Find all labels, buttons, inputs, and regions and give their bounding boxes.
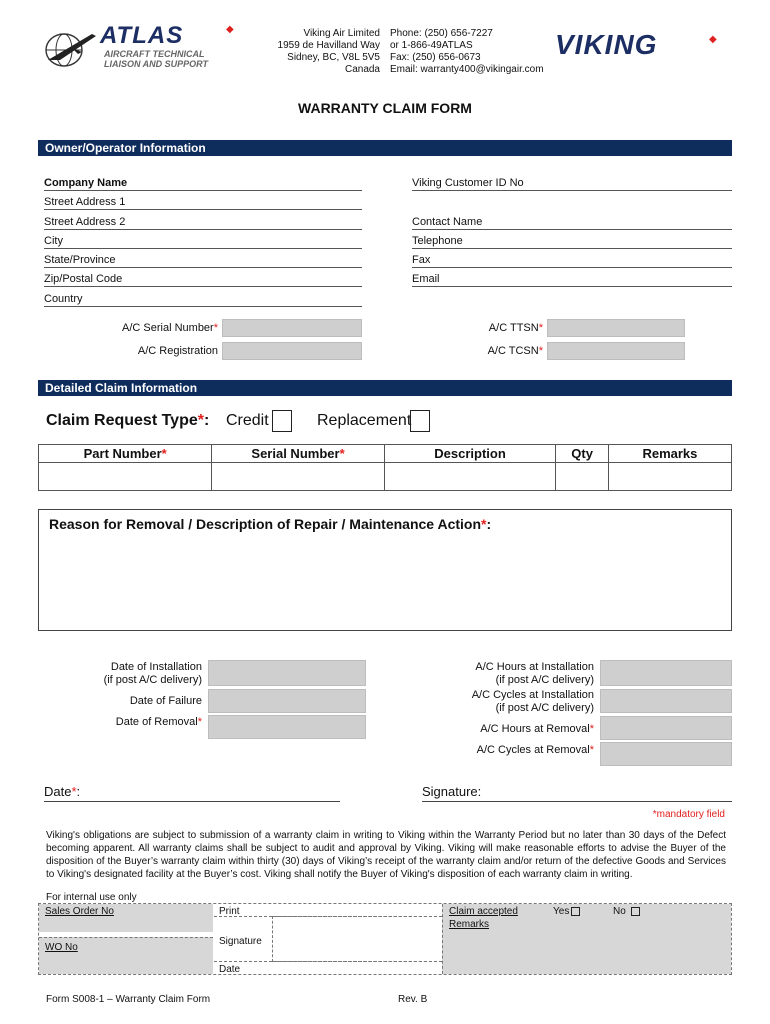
country-field[interactable] [44,291,362,307]
print-sign-input[interactable] [272,916,442,962]
sales-order-label: Sales Order No [45,906,114,917]
cycles-removal-label: A/C Cycles at Removal* [476,744,594,756]
signature-field[interactable] [422,784,732,802]
wo-label: WO No [45,942,78,953]
date-label: Date [44,784,72,799]
telephone-field[interactable] [412,233,732,249]
legal-text: Viking's obligations are subject to submission of a warranty claim in writing to Viking within the Warranty Period but no later than 30 days of the Defect becoming apparent. All warranty claims shall be subject to audit and approval by Viking. Viking will make reasonable efforts to advise the Buyer of the disposition of the Buyer’s warranty claim within thirty (30) days of Viking’s receipt of the warranty claim and/or return of the defective Goods and Services to Viking's designated facility at the Buyer’s cost. Viking shall notify the Buyer of Viking's disposition of each warranty claim in writing. [46,830,726,880]
globe-plane-icon [42,26,102,72]
customer-id-field[interactable] [412,175,732,191]
hours-removal-input[interactable] [600,716,732,740]
failure-date-input[interactable] [208,689,366,713]
atlas-sub1: AIRCRAFT TECHNICAL [104,49,205,59]
contact-name-label: Contact Name [412,216,483,228]
registration-label: A/C Registration [137,345,218,357]
address-line: Sidney, BC, V8L 5V5 [287,52,380,63]
claim-accepted-cell[interactable] [442,904,731,974]
sales-order-cell[interactable] [39,904,213,932]
remarks-label: Remarks [449,919,490,930]
claim-request-type: Claim Request Type*: [46,412,210,429]
email-field[interactable] [412,271,732,287]
atlas-sub2: LIAISON AND SUPPORT [104,59,209,69]
contact-line: Email: warranty400@vikingair.com [390,64,544,75]
registration-input[interactable] [222,342,362,360]
tcsn-input[interactable] [547,342,685,360]
owner-section-heading: Owner/Operator Information [38,140,732,156]
atlas-logo: ATLAS ◆ AIRCRAFT TECHNICAL LIAISON AND SUPPORT [42,24,237,74]
contact-line: or 1-866-49ATLAS [390,40,473,51]
form-title: WARRANTY CLAIM FORM [298,100,472,116]
country-label: Country [44,293,83,305]
serial-label: A/C Serial Number* [122,322,218,334]
address-line: 1959 de Havilland Way [277,40,380,51]
reason-label: Reason for Removal / Description of Repair / Maintenance Action*: [49,516,492,532]
viking-logo: VIKING ◆ [555,29,717,60]
address-line: Viking Air Limited [303,28,380,39]
zip-label: Zip/Postal Code [44,273,123,285]
street1-label: Street Address 1 [44,196,126,208]
street2-field[interactable] [44,214,362,230]
internal-heading: For internal use only [46,892,137,903]
date-signature-field[interactable]: Date*: [44,784,340,802]
city-label: City [44,235,63,247]
ttsn-label: A/C TTSN* [488,322,543,334]
form-number: Form S008-1 – Warranty Claim Form [46,994,211,1005]
internal-use-table [38,903,732,975]
part-number-cell[interactable] [39,463,212,491]
cycles-removal-input[interactable] [600,742,732,766]
contact-line: Fax: (250) 656-0673 [390,52,481,63]
removal-date-input[interactable] [208,715,366,739]
serial-number-header: Serial Number* [212,445,384,463]
email-label: Email [412,273,440,285]
signature-label-internal: Signature [219,936,262,947]
claim-section-heading: Detailed Claim Information [38,380,732,396]
date-label-internal: Date [219,964,241,975]
telephone-label: Telephone [412,235,463,247]
street1-field[interactable] [44,194,362,210]
serial-input[interactable] [222,319,362,337]
state-field[interactable] [44,252,362,268]
serial-number-cell[interactable] [212,463,384,491]
install-date-input[interactable] [208,660,366,686]
customer-id-label: Viking Customer ID No [412,177,524,189]
city-field[interactable] [44,233,362,249]
remarks-header: Remarks [608,445,731,463]
signature-label: Signature: [422,784,482,799]
replacement-label: Replacement [317,412,412,429]
hours-install-label: A/C Hours at Installation (if post A/C delivery) [475,661,594,686]
address-line: Canada [344,64,380,75]
company-contact [390,28,560,76]
contact-line: Phone: (250) 656-7227 [390,28,493,39]
qty-cell[interactable] [556,463,609,491]
hours-install-input[interactable] [600,660,732,686]
replacement-checkbox[interactable] [410,410,430,432]
no-checkbox[interactable] [631,907,640,916]
revision: Rev. B [398,994,428,1005]
yes-option: Yes [553,906,580,917]
tcsn-label: A/C TCSN* [487,345,543,357]
viking-brand: VIKING [555,29,658,60]
yes-checkbox[interactable] [571,907,580,916]
replacement-option [317,410,411,432]
description-cell[interactable] [384,463,556,491]
install-date-label: Date of Installation (if post A/C delivery) [103,661,202,686]
print-label: Print [219,906,240,917]
hours-removal-label: A/C Hours at Removal* [480,723,594,735]
zip-field[interactable] [44,271,362,287]
removal-date-label: Date of Removal* [115,716,202,728]
cycles-install-input[interactable] [600,689,732,713]
mandatory-note: *mandatory field [652,809,725,820]
no-option: No [613,906,640,917]
wo-cell[interactable] [39,937,213,974]
credit-label: Credit [226,412,269,429]
credit-checkbox[interactable] [272,410,292,432]
fax-label: Fax [412,254,431,266]
company-address [256,28,380,76]
fax-field[interactable] [412,252,732,268]
part-number-header: Part Number* [39,445,212,463]
description-header: Description [384,445,556,463]
company-name-field[interactable] [44,175,362,191]
company-name-label: Company Name [44,177,128,189]
atlas-brand: ATLAS [100,22,184,49]
cycles-install-label: A/C Cycles at Installation (if post A/C delivery) [471,689,594,714]
qty-header: Qty [556,445,609,463]
parts-table [38,444,732,491]
state-label: State/Province [44,254,116,266]
street2-label: Street Address 2 [44,216,126,228]
contact-name-field[interactable] [412,214,732,230]
failure-date-label: Date of Failure [129,695,202,707]
claim-accepted-label: Claim accepted [449,906,518,917]
credit-option [226,410,269,432]
remarks-cell[interactable] [608,463,731,491]
reason-box[interactable] [38,509,732,631]
ttsn-input[interactable] [547,319,685,337]
